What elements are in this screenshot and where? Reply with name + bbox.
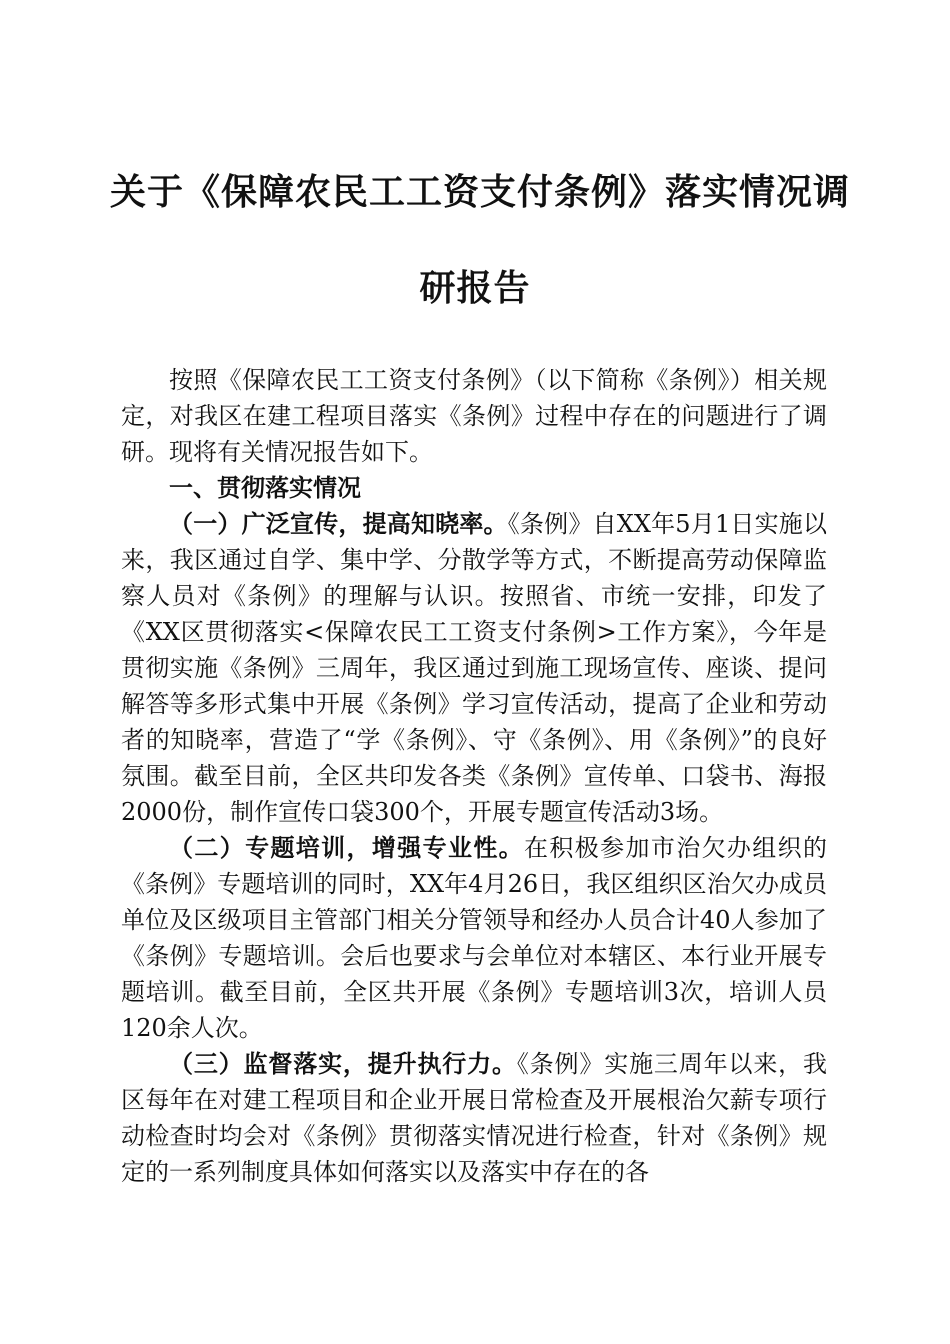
section-heading-1: 一、贯彻落实情况 — [169, 473, 361, 502]
subsection-text-3: 《条例》实施三周年以来，我区每年在对建工程项目和企业开展日常检查及开展根治欠薪专项行动检查时均会对《条例》贯彻落实情况进行检查，针对《条例》规定的一系列制度具体如何落实以及落实中存在的各 — [121, 1050, 828, 1186]
intro-paragraph: 按照《保障农民工工资支付条例》（以下简称《条例》）相关规定，对我区在建工程项目落实《条例》过程中存在的问题进行了调研。现将有关情况报告如下。 — [121, 366, 827, 466]
subsection-lead-3: （三）监督落实，提升执行力。 — [169, 1049, 517, 1078]
document-title-line-1: 关于《保障农民工工资支付条例》落实情况调 — [110, 171, 851, 213]
subsection-text-1: 《条例》自XX年5月1日实施以来，我区通过自学、集中学、分散学等方式，不断提高劳动保障监察人员对《条例》的理解与认识。按照省、市统一安排，印发了《XX区贯彻落实<保障农民工工资支付条例>工作方案》，今年是贯彻实施《条例》三周年，我区通过到施工现场宣传、座谈、提问解答等多形式集中开展《条例》学习宣传活动，提高了企业和劳动者的知晓率，营造了“学《条例》、守《条例》、用《条例》”的良好氛围。截至目前，全区共印发各类《条例》宣传单、口袋书、海报2000份，制作宣传口袋300个，开展专题宣传活动3场。 — [121, 510, 828, 826]
subsection-lead-2: （二）专题培训，增强专业性。 — [169, 833, 525, 862]
subsection-paragraph-1 — [121, 506, 827, 830]
document-title-line-2: 研报告 — [419, 267, 531, 309]
subsection-paragraph-3 — [121, 1046, 827, 1190]
subsection-paragraph-2 — [121, 830, 827, 1046]
subsection-text-2: 在积极参加市治欠办组织的《条例》专题培训的同时，XX年4月26日，我区组织区治欠办成员单位及区级项目主管部门相关分管领导和经办人员合计40人参加了《条例》专题培训。会后也要求与会单位对本辖区、本行业开展专题培训。截至目前，全区共开展《条例》专题培训3次，培训人员120余人次。 — [121, 834, 828, 1042]
document-body — [121, 362, 827, 1190]
subsection-lead-1: （一）广泛宣传，提高知晓率。 — [169, 509, 508, 538]
